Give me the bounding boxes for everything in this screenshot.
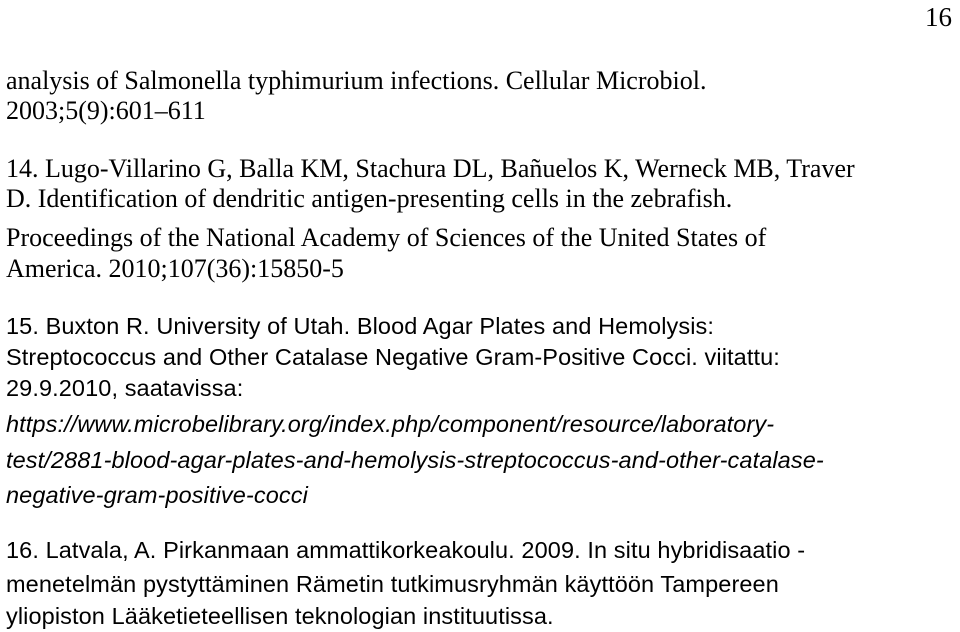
reference-14-line-4: America. 2010;107(36):15850-5	[6, 254, 344, 283]
reference-16-line-3: yliopiston Lääketieteellisen teknologian instituutissa.	[6, 603, 554, 629]
reference-15-url-line-3: negative-gram-positive-cocci	[6, 482, 308, 508]
reference-16-line-1: 16. Latvala, A. Pirkanmaan ammattikorkeakoulu. 2009. In situ hybridisaatio -	[6, 537, 806, 563]
reference-13-line-1: analysis of Salmonella typhimurium infections. Cellular Microbiol.	[6, 66, 707, 95]
reference-15-url-line-2: test/2881-blood-agar-plates-and-hemolysis-streptococcus-and-other-catalase-	[6, 447, 824, 473]
reference-15-line-2: Streptococcus and Other Catalase Negative Gram-Positive Cocci. viitattu:	[6, 344, 780, 370]
page-number: 16	[925, 2, 952, 32]
reference-13-line-2: 2003;5(9):601–611	[6, 96, 206, 125]
reference-14-line-1: 14. Lugo-Villarino G, Balla KM, Stachura DL, Bañuelos K, Werneck MB, Traver	[6, 154, 855, 183]
reference-15-url-line-1: https://www.microbelibrary.org/index.php/component/resource/laboratory-	[6, 411, 775, 437]
reference-15-line-1: 15. Buxton R. University of Utah. Blood Agar Plates and Hemolysis:	[6, 313, 715, 339]
reference-15-line-3: 29.9.2010, saatavissa:	[6, 375, 244, 401]
reference-16-line-2: menetelmän pystyttäminen Rämetin tutkimusryhmän käyttöön Tampereen	[6, 571, 779, 597]
reference-14-line-2: D. Identification of dendritic antigen-presenting cells in the zebrafish.	[6, 184, 733, 213]
reference-14-line-3: Proceedings of the National Academy of Sciences of the United States of	[6, 223, 767, 252]
